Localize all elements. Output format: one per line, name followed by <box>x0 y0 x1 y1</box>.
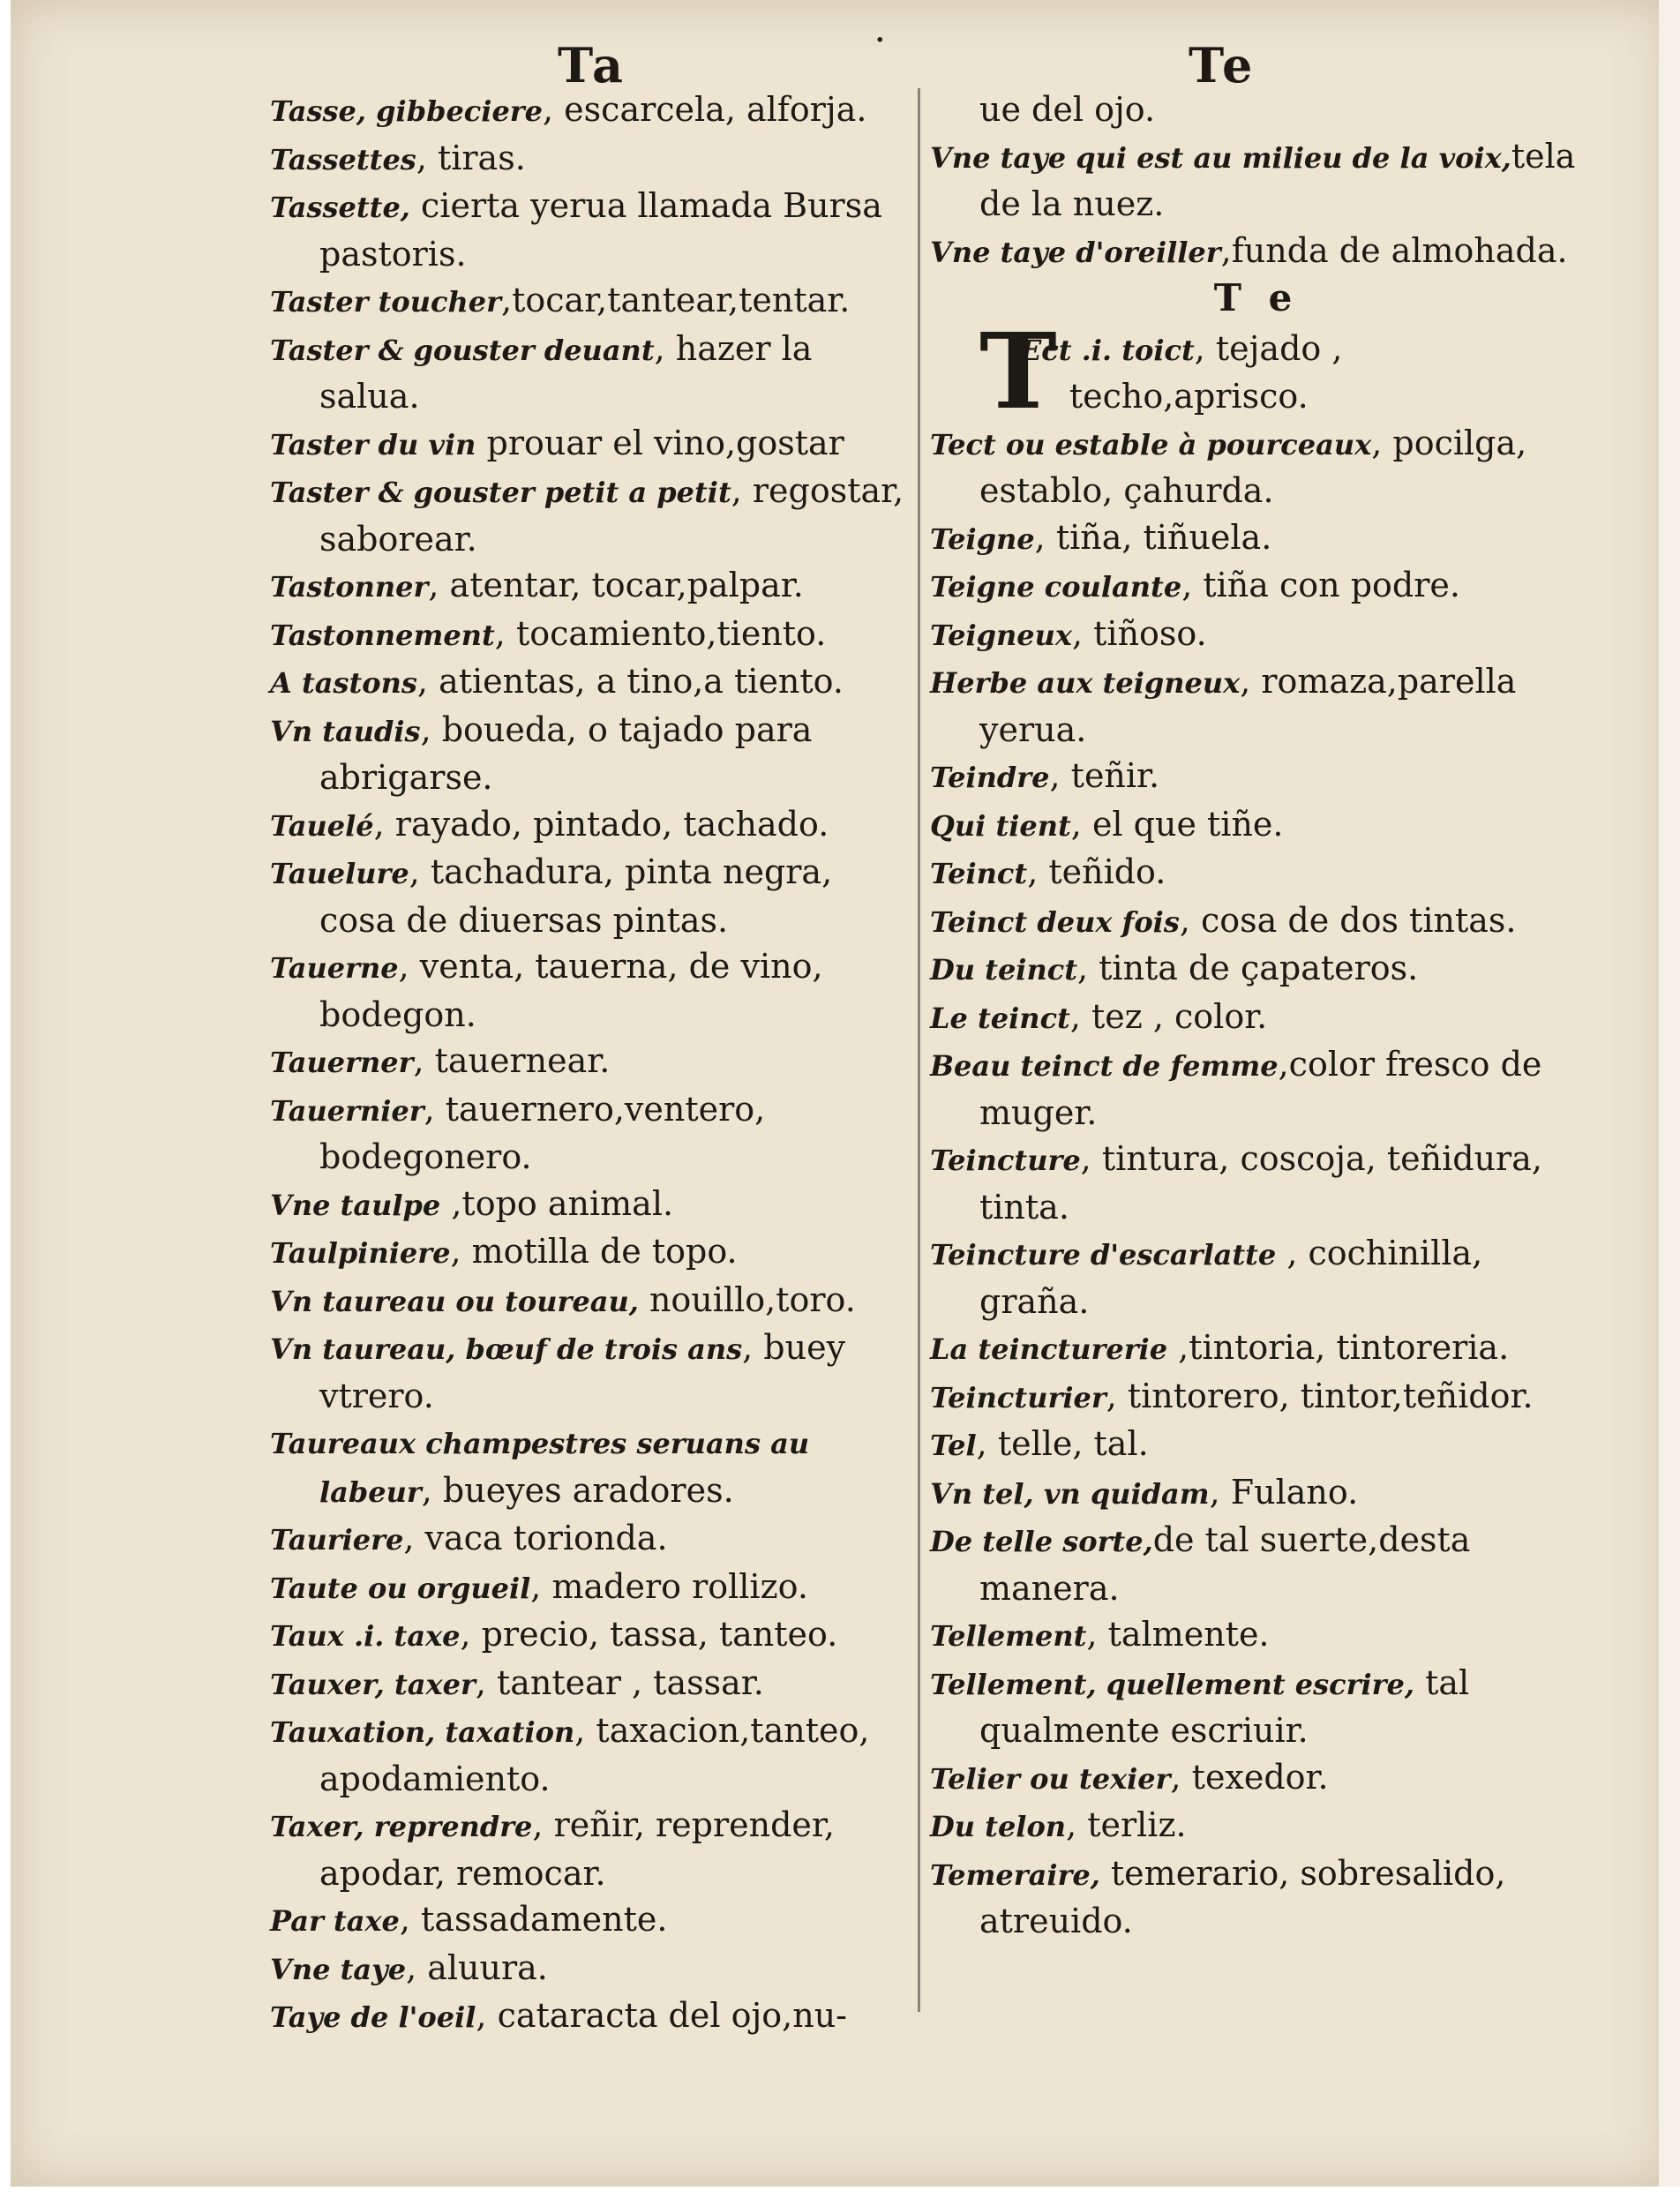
dictionary-entry <box>930 1469 1583 1518</box>
spanish-translation: , tiras. <box>416 138 526 177</box>
dictionary-entry <box>270 86 905 135</box>
spanish-translation: , hazer la salua. <box>319 328 813 416</box>
book-page <box>11 0 1669 2187</box>
spanish-translation: , pocilga, establo, çahurda. <box>979 423 1527 510</box>
french-headword: Tastonnement <box>270 618 495 652</box>
french-headword: Taster du vin <box>270 427 476 461</box>
entry-continuation: ue del ojo. <box>979 90 1156 129</box>
spanish-translation: , bueyes aradores. <box>421 1470 734 1510</box>
french-headword: Taulpiniere <box>270 1236 451 1270</box>
dictionary-entry <box>270 1181 905 1229</box>
dictionary-entry <box>270 801 905 850</box>
dictionary-entry <box>270 468 905 562</box>
dictionary-entry <box>930 945 1583 994</box>
dictionary-entry <box>270 1038 905 1086</box>
dictionary-entry <box>270 326 905 420</box>
french-headword: A tastons <box>270 666 417 700</box>
french-headword: Tauelure <box>270 857 409 890</box>
french-headword: Taureaux champestres seruans au labeur <box>270 1427 810 1509</box>
french-headword: Teincture d'escarlatte <box>930 1238 1277 1272</box>
french-headword: Teinct <box>930 857 1028 890</box>
french-headword: Taxer, reprendre <box>270 1810 533 1843</box>
french-headword: Teigneux <box>930 618 1072 652</box>
dictionary-entry <box>270 611 905 659</box>
french-headword: De telle sorte, <box>930 1525 1153 1558</box>
french-headword: Taux .i. taxe <box>270 1619 461 1653</box>
spanish-translation: , Fulano. <box>1209 1472 1359 1512</box>
dictionary-entry <box>270 1324 905 1419</box>
french-headword: Taster & gouster petit a petit <box>270 476 731 509</box>
spanish-translation: tal qualmente escriuir. <box>979 1662 1470 1750</box>
french-headword: Du teinct <box>930 953 1077 987</box>
french-headword: Temeraire, <box>930 1857 1100 1892</box>
dictionary-entry <box>270 1228 905 1277</box>
dictionary-entry <box>270 658 905 707</box>
dictionary-entry <box>930 1611 1583 1660</box>
dictionary-entry <box>270 1277 905 1325</box>
dictionary-entry <box>270 1086 905 1181</box>
french-headword: La teincturerie <box>930 1332 1168 1366</box>
spanish-translation: , talmente. <box>1086 1615 1270 1654</box>
french-headword: Beau teinct de femme <box>930 1049 1279 1083</box>
spanish-translation: , teñir. <box>1049 756 1160 795</box>
french-headword: Vn taureau, bœuf de trois ans <box>270 1332 743 1366</box>
section-heading: T e <box>1213 276 1300 319</box>
french-headword: Tellement <box>930 1619 1087 1653</box>
french-headword: Vne taye <box>270 1952 407 1986</box>
french-headword: Vne taulpe <box>270 1188 441 1222</box>
french-headword: Vn taureau ou toureau, <box>270 1284 639 1318</box>
spanish-translation: ,color fresco de muger. <box>979 1045 1542 1132</box>
dictionary-entry <box>930 611 1583 659</box>
french-headword: Le teinct <box>930 1001 1070 1035</box>
spanish-translation: , tauernear. <box>413 1041 611 1080</box>
french-headword: Tect ou estable à pourceaux <box>930 427 1372 461</box>
dictionary-entry <box>270 849 905 943</box>
spanish-translation: ,funda de almohada. <box>1220 230 1568 270</box>
spanish-translation: , aluura. <box>406 1947 548 1987</box>
dictionary-entry <box>930 309 1583 432</box>
dictionary-entry <box>930 1373 1583 1422</box>
french-headword: Teigne <box>930 521 1035 556</box>
spanish-translation: , reñir, reprender, apodar, remocar. <box>319 1805 835 1893</box>
dictionary-entry <box>270 277 905 326</box>
spanish-translation: , vaca torionda. <box>403 1519 668 1557</box>
dictionary-entry <box>930 228 1583 276</box>
spanish-translation: , tintura, coscoja, teñidura, tinta. <box>979 1139 1542 1227</box>
spanish-translation: , texedor. <box>1170 1757 1329 1797</box>
dictionary-entry <box>270 1945 905 1993</box>
spanish-translation: , cochinilla, graña. <box>979 1234 1483 1321</box>
spanish-translation: , buey vtrero. <box>319 1328 846 1415</box>
dictionary-entry <box>930 1754 1583 1803</box>
french-headword: Herbe aux teigneux <box>930 666 1241 700</box>
dictionary-entry <box>930 1517 1583 1611</box>
french-headword: Tel <box>930 1429 977 1462</box>
dictionary-entry <box>930 562 1583 611</box>
dictionary-entry <box>270 1707 905 1802</box>
dictionary-entry <box>930 1660 1583 1754</box>
dictionary-entry <box>930 1421 1583 1469</box>
dictionary-entry <box>930 1041 1583 1136</box>
spanish-translation: , tiña con podre. <box>1181 566 1460 604</box>
spanish-translation: tela de la nuez. <box>979 136 1576 223</box>
dictionary-entry <box>270 562 905 611</box>
french-headword: Teincture <box>930 1144 1081 1177</box>
spanish-translation: , tintorero, tintor,teñidor. <box>1106 1376 1534 1415</box>
french-headword: Tauerner <box>270 1046 414 1079</box>
spanish-translation: , telle, tal. <box>976 1424 1149 1463</box>
dictionary-entry <box>270 1896 905 1945</box>
spanish-translation: temerario, sobresalido, atreuido. <box>979 1853 1506 1940</box>
spanish-translation: , tantear , tassar. <box>475 1662 764 1702</box>
spanish-translation: , madero rollizo. <box>530 1566 808 1606</box>
dictionary-entry <box>930 849 1583 897</box>
spanish-translation: , tiñoso. <box>1072 613 1207 653</box>
spanish-translation: cierta yerua llamada Bursa pastoris. <box>319 186 882 274</box>
spanish-translation: , atientas, a tino,a tiento. <box>416 662 844 701</box>
dictionary-entry <box>270 1802 905 1896</box>
french-headword: Vne taye d'oreiller <box>930 235 1221 269</box>
french-headword: Par taxe <box>270 1904 400 1938</box>
french-headword: Tauerne <box>270 951 399 985</box>
spanish-translation: , boueda, o tajado para abrigarse. <box>319 709 813 797</box>
french-headword: Tasse, gibbeciere <box>270 94 544 128</box>
french-headword: Tellement, quellement escrire, <box>930 1667 1415 1701</box>
dictionary-entry <box>270 1419 905 1515</box>
spanish-translation: , cosa de dos tintas. <box>1179 900 1517 940</box>
dictionary-entry <box>930 897 1583 946</box>
dictionary-entry <box>270 183 905 277</box>
french-headword: Teindre <box>930 761 1050 794</box>
page-header-left: Ta <box>558 37 627 94</box>
dictionary-entry <box>930 1324 1583 1373</box>
dictionary-entry <box>270 1992 905 2041</box>
spanish-translation: , tachadura, pinta negra, cosa de diuersas pintas. <box>319 852 833 940</box>
french-headword: Tauxation, taxation <box>270 1715 575 1749</box>
spanish-translation: , escarcela, alforja. <box>543 90 867 129</box>
french-headword: Teinct deux fois <box>930 904 1180 939</box>
spanish-translation: , tauernero,ventero, bodegonero. <box>319 1089 766 1176</box>
french-headword: Tauriere <box>270 1523 404 1557</box>
spanish-translation: , precio, tassa, tanteo. <box>460 1615 838 1654</box>
dictionary-entry <box>930 1850 1583 1945</box>
spanish-translation: , tassadamente. <box>399 1900 668 1939</box>
dictionary-entry <box>930 514 1583 563</box>
french-headword: Teigne coulante <box>930 570 1182 604</box>
french-headword: Vn tel, vn quidam <box>930 1476 1210 1511</box>
dictionary-entry <box>930 420 1583 514</box>
left-column <box>270 86 905 2041</box>
dictionary-entry <box>930 994 1583 1042</box>
spanish-translation: , regostar, saborear. <box>319 471 904 559</box>
spanish-translation: , tocamiento,tiento. <box>494 613 827 653</box>
french-headword: Teincturier <box>930 1380 1106 1414</box>
french-headword: Du telon <box>930 1810 1067 1843</box>
drop-cap-initial: T <box>979 309 1057 432</box>
spanish-translation: , taxacion,tanteo, apodamiento. <box>319 1711 870 1798</box>
spanish-translation: , romaza,parella yerua. <box>979 662 1517 749</box>
spanish-translation: prouar el vino,gostar <box>476 423 844 462</box>
page-header-right: Te <box>1189 37 1256 94</box>
spanish-translation: , rayado, pintado, tachado. <box>373 804 829 844</box>
column-divider <box>918 88 920 2012</box>
french-headword: Tauernier <box>270 1093 424 1128</box>
dictionary-entry <box>930 753 1583 801</box>
spanish-translation: , tinta de çapateros. <box>1076 949 1419 987</box>
dictionary-entry <box>930 658 1583 753</box>
spanish-translation: ,topo animal. <box>440 1183 674 1223</box>
dictionary-entry <box>270 420 905 469</box>
dictionary-entry <box>270 1564 905 1612</box>
dictionary-entry <box>270 1515 905 1564</box>
top-ornament-mark: · <box>875 25 885 56</box>
french-headword: Vn taudis <box>270 714 421 748</box>
dictionary-entry <box>930 133 1583 228</box>
dictionary-entry <box>930 1230 1583 1324</box>
spanish-translation: , tez , color. <box>1069 996 1268 1036</box>
spanish-translation: , tejado , techo,aprisco. <box>1069 328 1343 416</box>
french-headword: Tassette, <box>270 191 410 224</box>
spanish-translation: , venta, tauerna, de vino, bodegon. <box>319 947 823 1034</box>
french-headword: Taute ou orgueil <box>270 1571 531 1605</box>
spanish-translation: , atentar, tocar,palpar. <box>428 566 804 604</box>
french-headword: Tassettes <box>270 142 416 176</box>
french-headword: Tauelé <box>270 808 374 843</box>
spanish-translation: , cataracta del ojo,nu- <box>476 1996 848 2035</box>
dictionary-entry <box>270 135 905 184</box>
french-headword: Taster toucher <box>270 285 501 319</box>
spanish-translation: ,tintoria, tintoreria. <box>1167 1328 1510 1367</box>
spanish-translation: , tiña, tiñuela. <box>1034 517 1272 557</box>
french-headword: Tauxer, taxer <box>270 1667 476 1701</box>
spanish-translation: , teñido. <box>1027 852 1166 891</box>
spanish-translation: ,tocar,tantear,tentar. <box>501 281 851 319</box>
french-headword: Taye de l'oeil <box>270 2000 476 2034</box>
spanish-translation: , el que tiñe. <box>1070 804 1284 844</box>
french-headword: Taster & gouster deuant <box>270 333 655 367</box>
right-column <box>930 86 1583 1945</box>
dictionary-entry <box>270 1660 905 1708</box>
french-headword: Vne taye qui est au milieu de la voix, <box>930 140 1511 175</box>
spanish-translation: de tal suerte,desta manera. <box>979 1520 1471 1608</box>
dictionary-entry <box>930 801 1583 850</box>
french-headword: Ect .i. toict <box>1019 333 1195 367</box>
french-headword: Qui tient <box>930 808 1071 843</box>
spanish-translation: nouillo,toro. <box>638 1279 856 1319</box>
spanish-translation: , terliz. <box>1066 1805 1187 1844</box>
spanish-translation: , motilla de topo. <box>450 1232 738 1271</box>
dictionary-entry <box>270 943 905 1038</box>
dictionary-entry <box>930 1136 1583 1230</box>
dictionary-entry <box>270 707 905 801</box>
page-right-margin <box>1659 0 1680 2187</box>
dictionary-entry <box>930 1802 1583 1850</box>
french-headword: Tastonner <box>270 570 429 604</box>
french-headword: Telier ou texier <box>930 1761 1171 1796</box>
dictionary-entry <box>270 1611 905 1660</box>
